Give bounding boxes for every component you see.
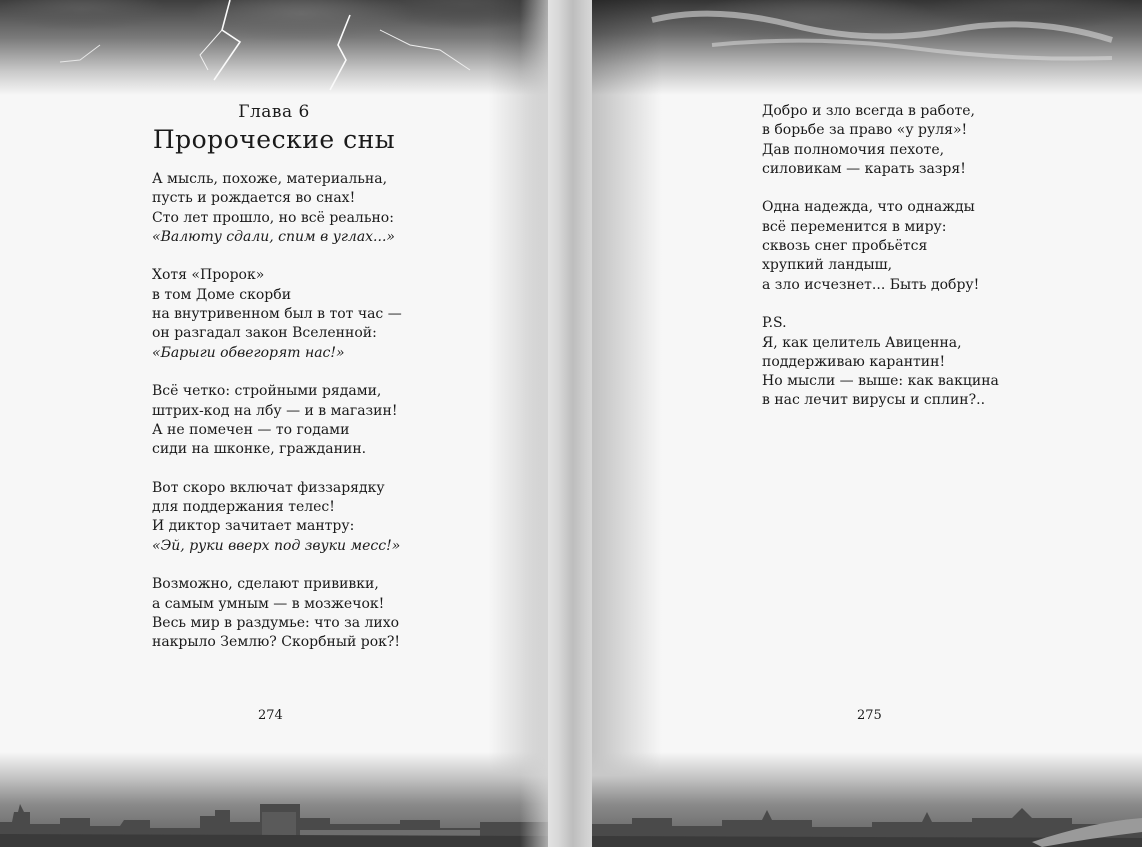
poem-text bbox=[152, 170, 402, 672]
poem-line: Добро и зло всегда в работе, bbox=[762, 103, 976, 119]
chapter-title: Пророческие сны bbox=[152, 125, 396, 154]
lightning-image bbox=[0, 0, 548, 95]
poem-line: Весь мир в раздумье: что за лихо bbox=[152, 614, 400, 631]
poem-line: И диктор зачитает мантру: bbox=[152, 518, 355, 535]
poem-line: Одна надежда, что однажды bbox=[762, 199, 975, 216]
poem-line: пусть и рождается во снах! bbox=[152, 190, 356, 207]
city-buildings-image bbox=[592, 752, 1142, 847]
cloud-highlight-image bbox=[592, 0, 1142, 95]
right-page bbox=[592, 0, 1142, 847]
poem-line: Вот скоро включат физзарядку bbox=[152, 479, 385, 496]
poem-line: А не помечен — то годами bbox=[152, 421, 350, 438]
poem-line: «Валюту сдали, спим в углах...» bbox=[152, 228, 395, 245]
poem-line: для поддержания телес! bbox=[152, 499, 335, 516]
poem-line: сквозь снег пробьётся bbox=[762, 238, 928, 255]
poem-line: поддерживаю карантин! bbox=[762, 353, 946, 370]
page-number: 274 bbox=[258, 708, 283, 723]
poem-stanza bbox=[152, 170, 402, 247]
poem-line: в нас лечит вирусы и сплин?.. bbox=[762, 392, 986, 409]
poem-stanza bbox=[152, 382, 402, 459]
poem-line: силовикам — карать зазря! bbox=[762, 160, 966, 177]
storm-sky-image bbox=[592, 0, 1142, 95]
poem-stanza bbox=[762, 198, 999, 294]
chapter-number: Глава 6 bbox=[238, 102, 310, 122]
poem-line: а самым умным — в мозжечок! bbox=[152, 595, 385, 612]
poem-line: Но мысли — выше: как вакцина bbox=[762, 373, 999, 390]
poem-line: P.S. bbox=[762, 315, 787, 332]
poem-line: накрыло Землю? Скорбный рок?! bbox=[152, 634, 401, 651]
poem-stanza bbox=[152, 266, 402, 362]
poem-stanza bbox=[152, 575, 402, 652]
city-skyline-image bbox=[592, 752, 1142, 847]
page-edge-shadow bbox=[592, 0, 662, 847]
poem-line: «Эй, руки вверх под звуки месс!» bbox=[152, 537, 401, 554]
poem-line: Всё четко: стройными рядами, bbox=[152, 383, 382, 400]
poem-line: хрупкий ландыш, bbox=[762, 257, 893, 274]
poem-line: он разгадал закон Вселенной: bbox=[152, 325, 377, 342]
storm-sky-image bbox=[0, 0, 548, 95]
poem-line: в борьбе за право «у руля»! bbox=[762, 122, 968, 139]
page-number: 275 bbox=[857, 708, 882, 723]
poem-line: А мысль, похоже, материальна, bbox=[152, 171, 388, 187]
poem-stanza bbox=[152, 479, 402, 556]
poem-line: на внутривенном был в тот час — bbox=[152, 306, 402, 323]
poem-line: штрих-код на лбу — и в магазин! bbox=[152, 402, 398, 419]
poem-stanza bbox=[762, 314, 999, 410]
poem-line: Я, как целитель Авиценна, bbox=[762, 334, 962, 351]
poem-line: сиди на шконке, гражданин. bbox=[152, 441, 367, 458]
left-page bbox=[0, 0, 548, 847]
poem-line: Хотя «Пророк» bbox=[152, 267, 265, 284]
poem-line: в том Доме скорби bbox=[152, 286, 292, 303]
poem-stanza bbox=[762, 102, 999, 179]
poem-line: Сто лет прошло, но всё реально: bbox=[152, 209, 394, 226]
city-skyline-image bbox=[0, 752, 548, 847]
poem-line: всё переменится в миру: bbox=[762, 218, 947, 235]
city-buildings-image bbox=[0, 752, 548, 847]
poem-line: Дав полномочия пехоте, bbox=[762, 141, 945, 158]
poem-line: Возможно, сделают прививки, bbox=[152, 576, 379, 593]
poem-line: а зло исчезнет... Быть добру! bbox=[762, 276, 980, 293]
poem-line: «Барыги обвегорят нас!» bbox=[152, 344, 345, 361]
poem-text bbox=[762, 102, 999, 430]
